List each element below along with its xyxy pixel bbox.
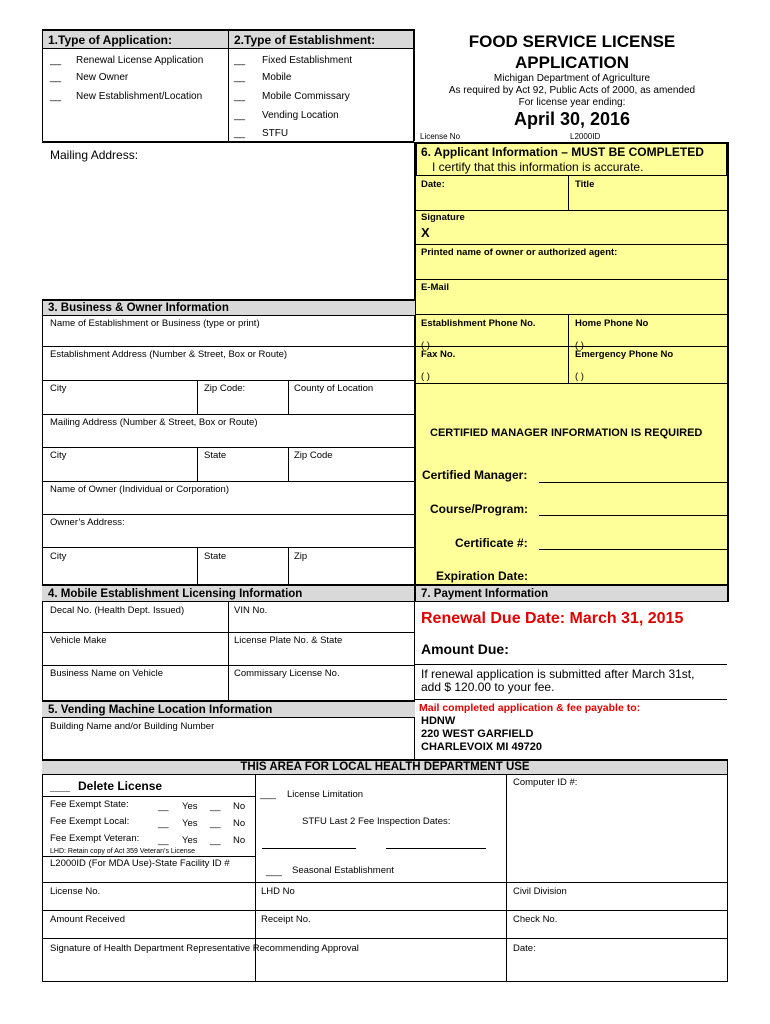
est-phone-label: Establishment Phone No. [421, 318, 536, 329]
est-stfu-label: STFU [262, 128, 289, 139]
state-no-blank[interactable]: __ [210, 801, 221, 812]
establishment-name-label: Name of Establishment or Business (type or print) [50, 318, 260, 329]
est-blank-4[interactable]: __ [234, 110, 246, 121]
license-year-date: April 30, 2016 [513, 109, 631, 129]
local-yes-label: Yes [182, 818, 198, 829]
emergency-phone-label: Emergency Phone No [575, 349, 674, 360]
home-phone-label: Home Phone No [575, 318, 649, 329]
vending-header: 5. Vending Machine Location Information [42, 700, 415, 718]
business-header: 3. Business & Owner Information [42, 299, 415, 316]
app-renewal-label: Renewal License Application [76, 55, 204, 66]
divider [42, 346, 414, 347]
emergency-paren[interactable]: ( ) [575, 371, 584, 382]
mailing-address-area[interactable] [44, 160, 412, 298]
divider [42, 981, 728, 982]
fax-paren[interactable]: ( ) [421, 371, 430, 382]
email-label: E-Mail [421, 282, 449, 293]
stfu-dates-label: STFU Last 2 Fee Inspection Dates: [302, 816, 451, 827]
state2-label: State [204, 450, 227, 461]
est-fixed-label: Fixed Establishment [262, 55, 353, 66]
civil-division-label: Civil Division [513, 886, 567, 897]
mailing-address-label: Mailing Address: [50, 148, 139, 162]
l2000id-label: L2000ID [570, 132, 601, 141]
divider [288, 547, 289, 585]
expiration-label: Expiration Date: [436, 569, 529, 583]
divider [42, 775, 43, 981]
divider [42, 514, 414, 515]
city-label: City [50, 383, 67, 394]
divider [228, 602, 229, 700]
est-vending-label: Vending Location [262, 110, 339, 121]
state-yes-blank[interactable]: __ [158, 801, 169, 812]
county-label: County of Location [294, 383, 374, 394]
divider [414, 584, 416, 602]
divider [42, 481, 414, 482]
state3-label: State [204, 551, 227, 562]
late-fee-line1: If renewal application is submitted after March 31st, [421, 667, 695, 681]
cert-required-notice: CERTIFIED MANAGER INFORMATION IS REQUIRED [430, 427, 703, 439]
receipt-no-label: Receipt No. [261, 914, 311, 925]
divider [415, 279, 728, 280]
divider [42, 602, 43, 700]
local-yes-blank[interactable]: __ [158, 818, 169, 829]
fee-exempt-veteran-label: Fee Exempt Veteran: [50, 833, 140, 844]
limitation-blank[interactable]: ___ [260, 789, 276, 800]
local-license-no-label: License No. [50, 886, 101, 897]
applicant-header: 6. Applicant Information – MUST BE COMPLETED [421, 145, 704, 159]
amount-received-label: Amount Received [50, 914, 125, 925]
veteran-yes-blank[interactable]: __ [158, 835, 169, 846]
commissary-license-label: Commissary License No. [234, 668, 340, 679]
divider [506, 775, 507, 981]
divider [42, 447, 414, 448]
owner-address-label: Owner’s Address: [50, 517, 125, 528]
form-title-line2: APPLICATION [515, 53, 629, 72]
lhd-note: LHD: Retain copy of Act 359 Veteran’s License [50, 848, 196, 855]
divider [197, 447, 198, 481]
vehicle-business-name-label: Business Name on Vehicle [50, 668, 164, 679]
divider [727, 584, 729, 602]
divider [288, 380, 289, 414]
divider [197, 380, 198, 414]
app-blank-3[interactable]: __ [50, 91, 62, 102]
state-no-label: No [233, 801, 246, 812]
est-blank-3[interactable]: __ [234, 91, 246, 102]
license-limitation-label: License Limitation [287, 789, 364, 800]
establishment-address-label: Establishment Address (Number & Street, Box or Route) [50, 349, 288, 360]
signature-x[interactable]: X [421, 225, 430, 240]
renewal-due-date: Renewal Due Date: March 31, 2015 [421, 610, 684, 627]
city3-label: City [50, 551, 67, 562]
mail-addr-line1: HDNW [421, 715, 456, 727]
divider [42, 856, 255, 857]
divider [415, 664, 727, 665]
date-label: Date: [421, 179, 445, 190]
divider [414, 602, 415, 760]
delete-blank[interactable]: ___ [50, 779, 71, 793]
divider [727, 759, 728, 981]
state-facility-label: L2000ID (For MDA Use)-State Facility ID # [50, 858, 230, 869]
local-no-label: No [233, 818, 246, 829]
computer-id-label: Computer ID #: [513, 777, 578, 788]
zip2-label: Zip Code [294, 450, 333, 461]
delete-license-label: Delete License [78, 779, 163, 793]
title-label: Title [575, 179, 595, 190]
divider [42, 414, 414, 415]
divider [415, 244, 728, 245]
divider [42, 718, 43, 760]
mail-to-label: Mail completed application & fee payable to: [419, 702, 641, 714]
stfu-date-2-line[interactable] [386, 848, 486, 849]
divider [42, 938, 728, 939]
divider [42, 299, 43, 589]
local-header: THIS AREA FOR LOCAL HEALTH DEPARTMENT USE [240, 761, 530, 773]
est-blank-5[interactable]: __ [234, 128, 246, 139]
divider [414, 142, 416, 588]
veteran-no-label: No [233, 835, 246, 846]
mail-addr-line2: 220 WEST GARFIELD [421, 728, 534, 740]
type-of-establishment-header: 2.Type of Establishment: [234, 33, 376, 47]
divider [415, 383, 728, 384]
building-label: Building Name and/or Building Number [50, 721, 215, 732]
divider [42, 547, 414, 548]
license-no-label: License No [420, 132, 461, 141]
divider [42, 796, 255, 797]
divider [42, 31, 43, 141]
est-blank-1[interactable]: __ [234, 55, 246, 66]
divider [197, 547, 198, 585]
certify-text: I certify that this information is accurate. [432, 160, 644, 174]
city2-label: City [50, 450, 67, 461]
mobile-header: 4. Mobile Establishment Licensing Information [42, 584, 415, 602]
divider [568, 314, 569, 384]
veteran-no-blank[interactable]: __ [210, 835, 221, 846]
vin-label: VIN No. [234, 605, 268, 616]
certificate-label: Certificate #: [455, 536, 528, 550]
est-blank-2[interactable]: __ [234, 72, 246, 83]
license-year-label: For license year ending: [518, 97, 626, 108]
state-yes-label: Yes [182, 801, 198, 812]
divider [42, 882, 728, 883]
printed-name-label: Printed name of owner or authorized agent: [421, 247, 618, 258]
divider [413, 29, 415, 141]
amount-due-label: Amount Due: [421, 641, 509, 657]
mail-addr-line3: CHARLEVOIX MI 49720 [421, 741, 543, 753]
seasonal-blank[interactable]: ___ [266, 866, 282, 877]
divider [42, 910, 728, 911]
department: Michigan Department of Agriculture [493, 73, 651, 84]
course-line[interactable] [539, 515, 727, 516]
plate-label: License Plate No. & State [234, 635, 343, 646]
check-no-label: Check No. [513, 914, 558, 925]
mailing-street-label: Mailing Address (Number & Street, Box or Route) [50, 417, 258, 428]
seasonal-label: Seasonal Establishment [292, 865, 394, 876]
est-mobile-label: Mobile [262, 72, 292, 83]
zip3-label: Zip [294, 551, 308, 562]
divider [42, 380, 414, 381]
divider [415, 314, 728, 315]
divider [568, 175, 569, 210]
divider [415, 699, 727, 700]
divider [415, 175, 728, 176]
rep-signature-label: Signature of Health Department Representative Recommending Approval [50, 943, 359, 954]
fee-exempt-local-label: Fee Exempt Local: [50, 816, 130, 827]
owner-name-label: Name of Owner (Individual or Corporation) [50, 484, 229, 495]
local-no-blank[interactable]: __ [210, 818, 221, 829]
cert-manager-label: Certified Manager: [422, 468, 528, 482]
divider [415, 210, 728, 211]
cert-manager-line[interactable] [539, 482, 727, 483]
act-reference: As required by Act 92, Public Acts of 2000, as amended [448, 85, 696, 96]
veteran-yes-label: Yes [182, 835, 198, 846]
app-blank-2[interactable]: __ [50, 72, 62, 83]
divider [727, 142, 729, 588]
fee-exempt-state-label: Fee Exempt State: [50, 799, 129, 810]
divider [42, 665, 414, 666]
app-new-establishment-label: New Establishment/Location [76, 91, 203, 102]
est-commissary-label: Mobile Commissary [262, 91, 350, 102]
zip-code-label: Zip Code: [204, 383, 246, 394]
divider [415, 346, 728, 347]
type-of-application-header: 1.Type of Application: [48, 33, 173, 47]
divider [42, 141, 414, 143]
divider [42, 632, 414, 633]
certificate-line[interactable] [539, 549, 727, 550]
fax-label: Fax No. [421, 349, 456, 360]
rep-date-label: Date: [513, 943, 536, 954]
app-new-owner-label: New Owner [76, 72, 129, 83]
stfu-date-1-line[interactable] [262, 848, 356, 849]
lhd-no-label: LHD No [261, 886, 295, 897]
decal-label: Decal No. (Health Dept. Issued) [50, 605, 185, 616]
divider [228, 31, 229, 141]
divider [288, 447, 289, 481]
payment-header: 7. Payment Information [415, 584, 728, 602]
vehicle-make-label: Vehicle Make [50, 635, 107, 646]
app-blank-1[interactable]: __ [50, 55, 62, 66]
late-fee-line2: add $ 120.00 to your fee. [421, 680, 555, 694]
course-label: Course/Program: [430, 502, 529, 516]
form-title-line1: FOOD SERVICE LICENSE [468, 32, 676, 51]
signature-label: Signature [421, 212, 465, 223]
